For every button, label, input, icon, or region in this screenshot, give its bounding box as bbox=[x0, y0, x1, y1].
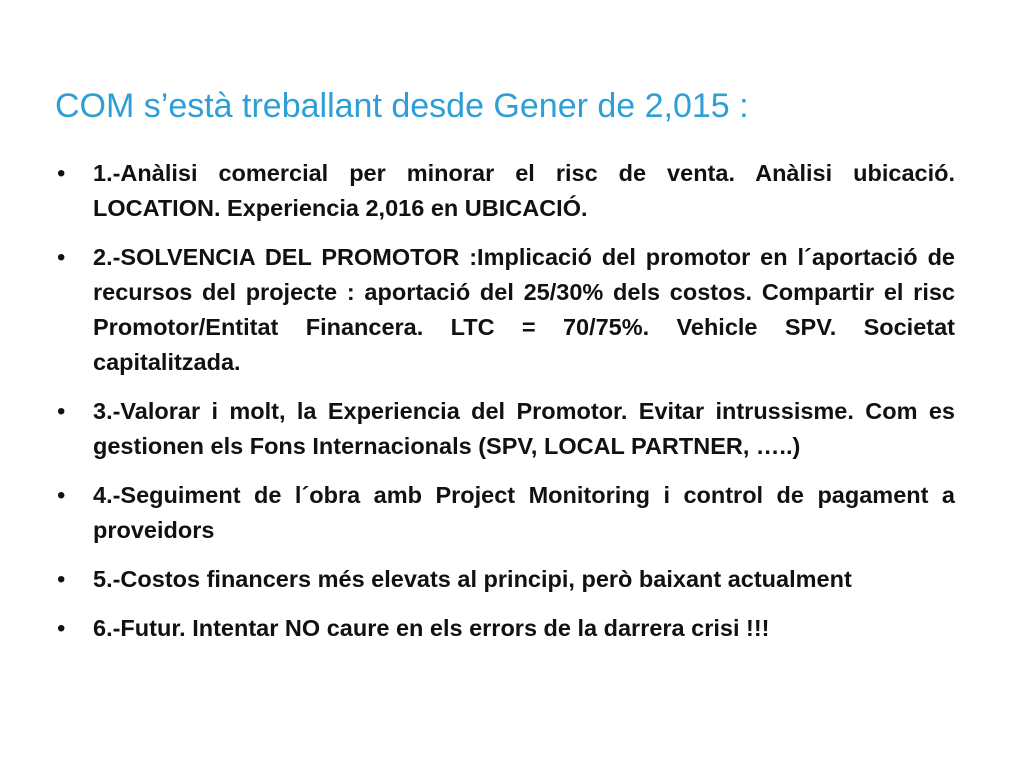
bullet-icon: • bbox=[57, 160, 66, 187]
bullet-text: 3.-Valorar i molt, la Experiencia del Promotor. Evitar intrussisme. Com es gestionen els Fons Internacionals (SPV, LOCAL PARTNER, …..) bbox=[93, 398, 955, 459]
bullet-icon: • bbox=[57, 244, 66, 271]
bullet-item bbox=[55, 478, 955, 548]
bullet-item bbox=[55, 156, 955, 226]
slide-title: COM s’està treballant desde Gener de 2,015 : bbox=[55, 87, 749, 125]
bullet-text: 1.-Anàlisi comercial per minorar el risc de venta. Anàlisi ubicació. LOCATION. Experiencia 2,016 en UBICACIÓ. bbox=[93, 160, 955, 221]
bullet-icon: • bbox=[57, 566, 66, 593]
bullet-text: 2.-SOLVENCIA DEL PROMOTOR :Implicació del promotor en l´aportació de recursos del projecte : aportació del 25/30% dels costos. Compartir el risc Promotor/Entitat Financera. LTC = 70/75%. Vehicle SPV. Societat capitalitzada. bbox=[93, 244, 955, 375]
bullet-icon: • bbox=[57, 398, 66, 425]
bullet-text: 5.-Costos financers més elevats al principi, però baixant actualment bbox=[93, 566, 852, 592]
bullet-icon: • bbox=[57, 482, 66, 509]
bullet-list bbox=[55, 156, 955, 646]
bullet-text: 4.-Seguiment de l´obra amb Project Monitoring i control de pagament a proveidors bbox=[93, 482, 955, 543]
bullet-item bbox=[55, 394, 955, 464]
bullet-icon: • bbox=[57, 615, 66, 642]
bullet-item bbox=[55, 562, 955, 597]
bullet-item bbox=[55, 611, 955, 646]
bullet-item bbox=[55, 240, 955, 380]
bullet-text: 6.-Futur. Intentar NO caure en els errors de la darrera crisi !!! bbox=[93, 615, 770, 641]
